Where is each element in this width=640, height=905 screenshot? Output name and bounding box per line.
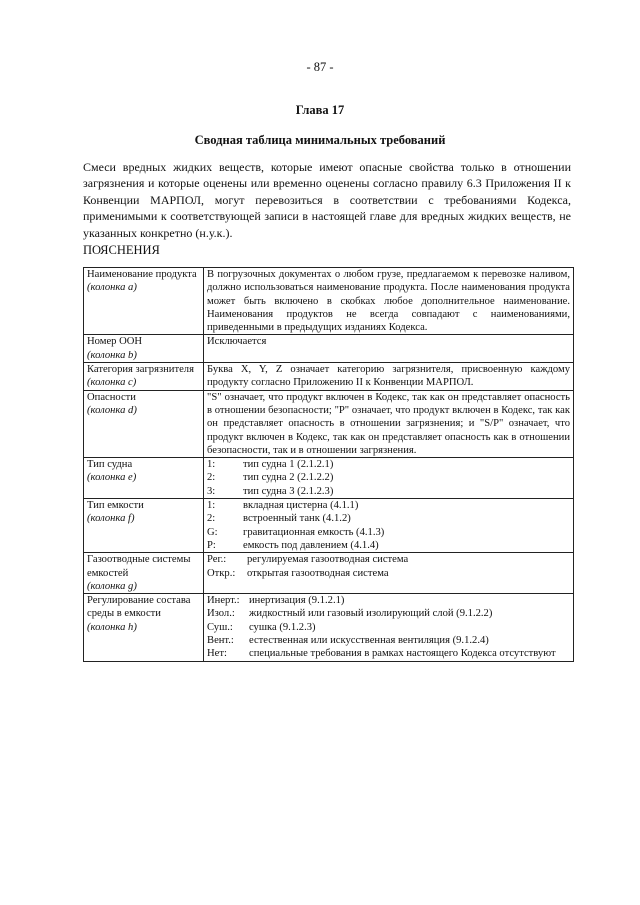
list-item: [207, 567, 570, 580]
page-number: - 87 -: [306, 60, 334, 74]
column-ref: (колонка d): [87, 404, 137, 416]
column-ref: (колонка f): [87, 513, 135, 525]
item-key: Рег.:: [207, 554, 227, 566]
column-ref: (колонка c): [87, 377, 137, 389]
list-item: [207, 553, 570, 566]
item-key: 2:: [207, 472, 216, 484]
item-key: 1:: [207, 500, 216, 512]
document-title: Сводная таблица минимальных требований: [194, 133, 446, 147]
item-value: регулируемая газоотводная система: [247, 554, 409, 566]
row-description: Буква X, Y, Z означает категорию загрязнителя, присвоенную каждому продукту согласно Приложению II к Конвенции МАРПОЛ.: [204, 363, 574, 391]
table-row: [84, 390, 574, 457]
item-value: специальные требования в рамках настоящего Кодекса отсутствуют: [249, 648, 556, 660]
item-value: тип судна 2 (2.1.2.2): [243, 472, 334, 484]
list-item: [207, 512, 570, 525]
list-item: [207, 594, 570, 607]
row-items: [204, 594, 574, 661]
row-items: [204, 499, 574, 553]
list-item: [207, 607, 570, 620]
row-description: В погрузочных документах о любом грузе, предлагаемом к перевозке наливом, должно использоваться наименование продукта. После наименования продукта может быть включено в скобках любое дополнительное наименование. Наименования продуктов не всегда совпадают с наименованиями, приведенными в предыдущих изданиях Кодекса.: [204, 268, 574, 335]
row-label-cell: [84, 390, 204, 457]
row-label-cell: [84, 458, 204, 499]
list-item: [207, 526, 570, 539]
item-value: инертизация (9.1.2.1): [249, 595, 345, 607]
item-key: Вент.:: [207, 635, 234, 647]
list-item: [207, 634, 570, 647]
row-label: Номер ООН: [87, 336, 143, 348]
list-item: [207, 458, 570, 471]
list-item: [207, 621, 570, 634]
table-row: [84, 594, 574, 661]
item-key: 3:: [207, 485, 216, 497]
row-label-cell: [84, 335, 204, 363]
item-value: открытая газоотводная система: [247, 567, 389, 579]
chapter-heading: Глава 17: [295, 103, 345, 117]
list-item: [207, 485, 570, 498]
table-row: [84, 499, 574, 553]
item-value: тип судна 1 (2.1.2.1): [243, 459, 334, 471]
explanations-table: [83, 267, 574, 662]
list-item: [207, 499, 570, 512]
row-items: [204, 553, 574, 594]
row-label: Тип емкости: [87, 500, 144, 512]
item-key: P:: [207, 539, 216, 551]
column-ref: (колонка a): [87, 282, 137, 294]
item-value: тип судна 3 (2.1.2.3): [243, 485, 334, 497]
row-label: Категория загрязнителя: [87, 364, 194, 376]
row-label-cell: [84, 363, 204, 391]
table-row: [84, 335, 574, 363]
item-key: Инерт.:: [207, 595, 240, 607]
row-label: Газоотводные системы емкостей: [87, 554, 191, 579]
list-item: [207, 471, 570, 484]
item-key: Откр.:: [207, 567, 236, 579]
section-heading: ПОЯСНЕНИЯ: [83, 243, 160, 257]
row-items: [204, 458, 574, 499]
row-label-cell: [84, 553, 204, 594]
item-value: жидкостный или газовый изолирующий слой (9.1.2.2): [249, 608, 493, 620]
item-key: 1:: [207, 459, 216, 471]
row-description: "S" означает, что продукт включен в Кодекс, так как он представляет опасность в отношении безопасности; "P" означает, что продукт включен в Кодекс, так как он представляет опасность в отношении загрязнения; и "S/P" означает, что продукт включен в Кодекс, так как он представляет опасность как в отношении безопасности, так и в отношении загрязнения.: [204, 390, 574, 457]
item-value: естественная или искусственная вентиляция (9.1.2.4): [249, 635, 489, 647]
table-row: [84, 268, 574, 335]
column-ref: (колонка e): [87, 472, 137, 484]
item-value: гравитационная емкость (4.1.3): [243, 526, 385, 538]
table-row: [84, 363, 574, 391]
item-value: емкость под давлением (4.1.4): [243, 539, 379, 551]
item-value: вкладная цистерна (4.1.1): [243, 500, 359, 512]
item-key: Суш.:: [207, 621, 233, 633]
row-label-cell: [84, 499, 204, 553]
table-row: [84, 553, 574, 594]
list-item: [207, 539, 570, 552]
row-label-cell: [84, 594, 204, 661]
row-label: Тип судна: [87, 459, 133, 471]
item-key: Нет:: [207, 648, 227, 660]
item-value: встроенный танк (4.1.2): [243, 513, 351, 525]
item-value: сушка (9.1.2.3): [249, 621, 316, 633]
item-key: G:: [207, 526, 218, 538]
row-label: Наименование продукта: [87, 269, 197, 280]
column-ref: (колонка g): [87, 580, 137, 592]
row-label: Регулирование состава среды в емкости: [87, 595, 191, 620]
column-ref: (колонка h): [87, 621, 137, 633]
row-label-cell: [84, 268, 204, 335]
row-description: Исключается: [204, 335, 574, 363]
table-row: [84, 458, 574, 499]
column-ref: (колонка b): [87, 349, 137, 361]
intro-paragraph: Смеси вредных жидких веществ, которые имеют опасные свойства только в отношении загрязнения и которые оценены или временно оценены согласно правилу 6.3 Приложения II к Конвенции МАРПОЛ, могут перевозиться в соответствии с требованиями Кодекса, применимыми к соответствующей записи в настоящей главе для вредных жидких веществ, не указанных конкретно (н.у.к.).: [83, 160, 571, 240]
item-key: 2:: [207, 513, 216, 525]
item-key: Изол.:: [207, 608, 235, 620]
row-label: Опасности: [87, 391, 136, 403]
list-item: [207, 647, 570, 660]
